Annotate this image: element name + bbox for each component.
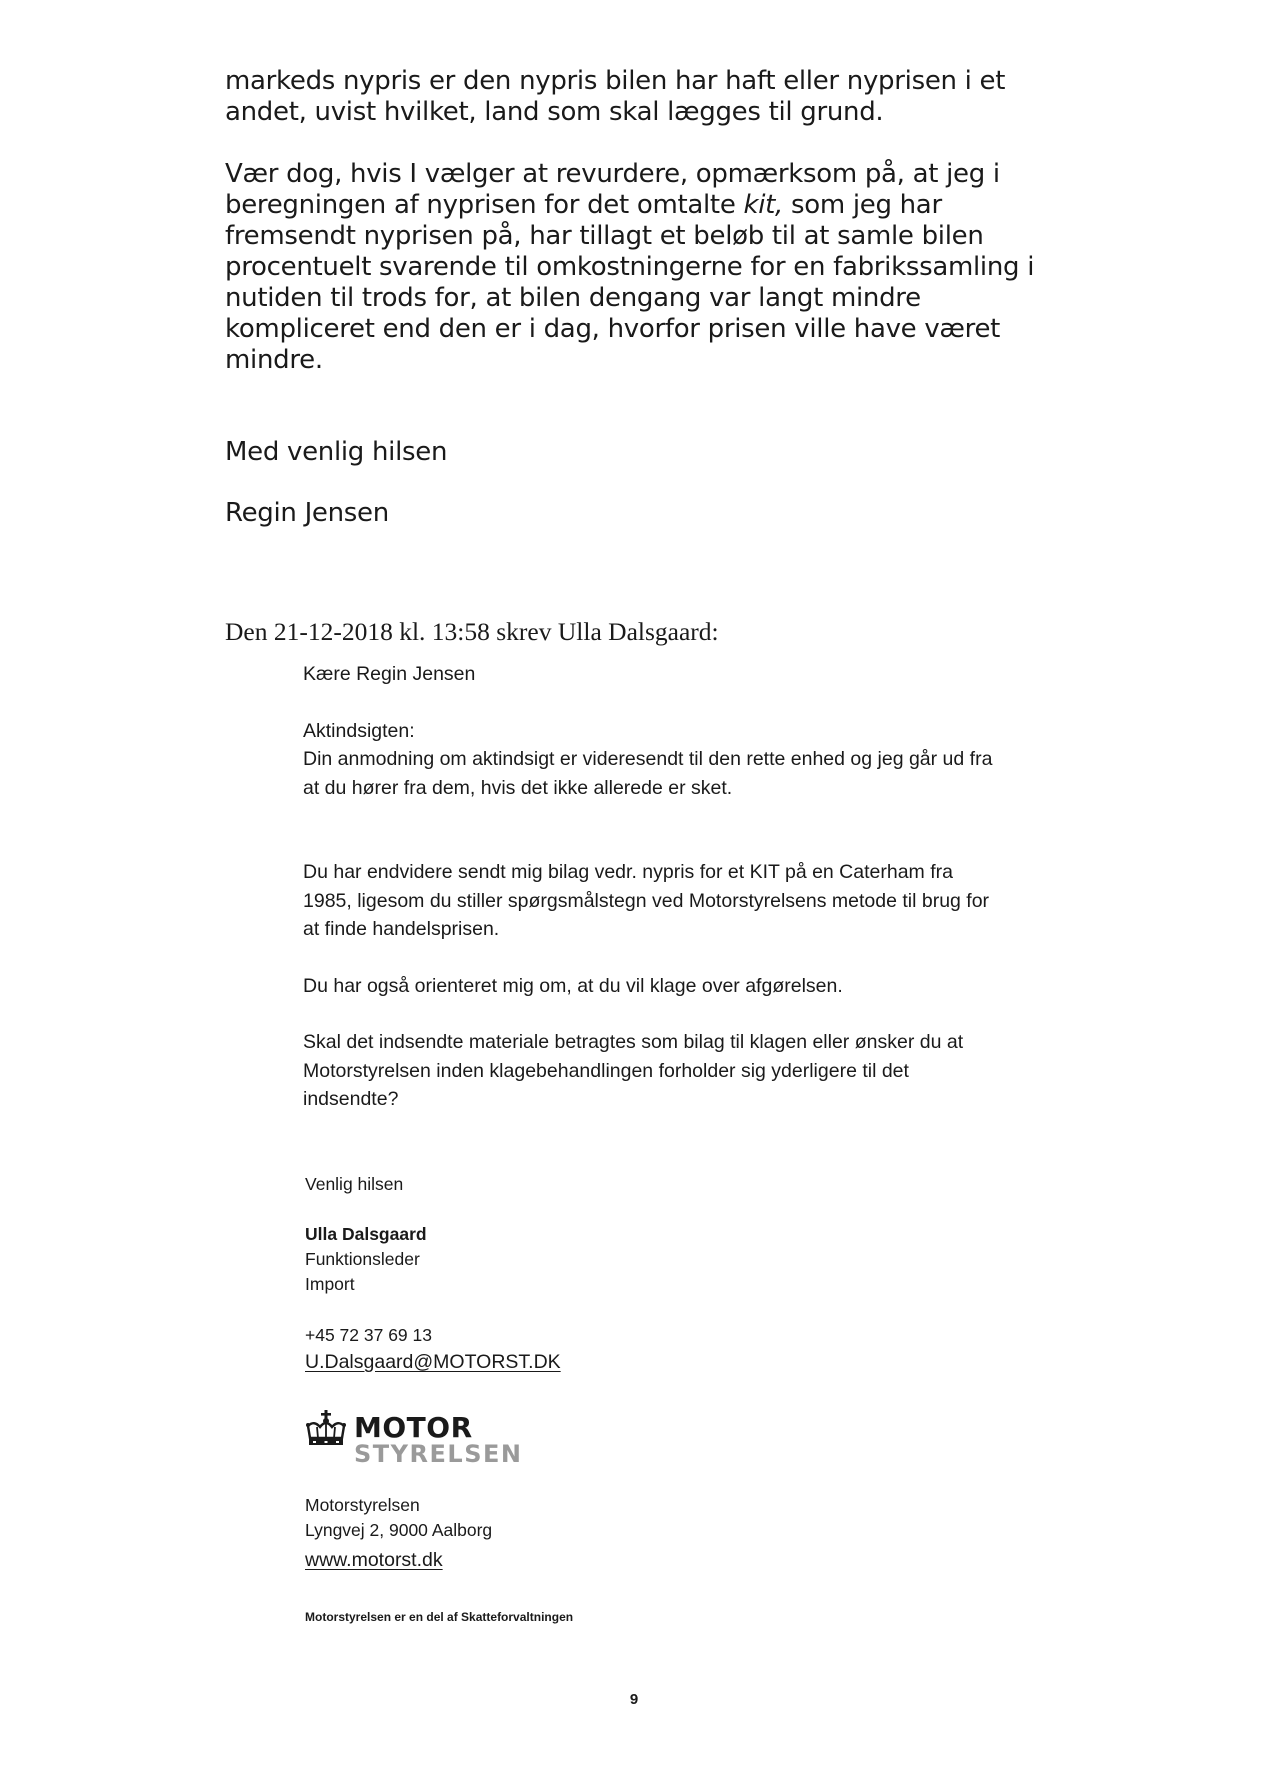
reply-header: Den 21-12-2018 kl. 13:58 skrev Ulla Dalsgaard: [225, 617, 719, 646]
quoted-paragraph-2: Du har endvidere sendt mig bilag vedr. nypris for et KIT på en Caterham fra 1985, ligesom du stiller spørgsmålstegn ved Motorstyrelsens metode til brug for at finde handelsprisen. [303, 861, 990, 940]
signature-block [305, 1222, 427, 1297]
quoted-paragraph-1: Din anmodning om aktindsigt er videresendt til den rette enhed og jeg går ud fra at du hører fra dem, hvis det ikke allerede er sket. [303, 748, 993, 799]
quoted-salutation: Kære Regin Jensen [303, 663, 476, 685]
signature-department: Import [305, 1274, 355, 1294]
quoted-heading: Aktindsigten: [303, 719, 415, 742]
letter-paragraph-1: markeds nypris er den nypris bilen har haft eller nyprisen i et andet, uvist hvilket, land som skal lægges til grund. [225, 66, 1006, 127]
quoted-paragraph-4: Skal det indsendte materiale betragtes som bilag til klagen eller ønsker du at Motorstyrelsen inden klagebehandlingen forholder sig yderligere til det indsendte? [303, 1031, 964, 1110]
page-number: 9 [629, 1691, 639, 1708]
address-org: Motorstyrelsen [305, 1495, 420, 1515]
logo-text-styrelsen: STYRELSEN [354, 1440, 523, 1468]
crown-icon [304, 1410, 348, 1448]
signature-email-link[interactable]: U.Dalsgaard@MOTORST.DK [305, 1351, 561, 1373]
footer-note: Motorstyrelsen er en del af Skatteforvaltningen [305, 1610, 574, 1624]
letter-body [225, 66, 1055, 376]
signature-name: Ulla Dalsgaard [305, 1224, 427, 1244]
signature-phone: +45 72 37 69 13 [305, 1325, 432, 1345]
letter-signer: Regin Jensen [225, 498, 389, 528]
address-street: Lyngvej 2, 9000 Aalborg [305, 1520, 493, 1540]
website-link[interactable]: www.motorst.dk [305, 1549, 443, 1571]
logo-text-motor: MOTOR [354, 1411, 473, 1444]
letter-paragraph-2 [225, 159, 1055, 376]
letter-greeting: Med venlig hilsen [225, 437, 448, 467]
quoted-paragraph-3: Du har også orienteret mig om, at du vil klage over afgørelsen. [303, 974, 843, 997]
letter-paragraph-2-italic: kit, [743, 190, 784, 220]
quoted-message [303, 660, 1003, 1114]
signature-closing: Venlig hilsen [305, 1174, 404, 1194]
address-block [305, 1493, 492, 1543]
letter-paragraph-2-text-b: som jeg har fremsendt nyprisen på, har tillagt et beløb til at samle bilen procentuelt svarende til omkostningerne for en fabrikssamling i nutiden til trods for, at bilen dengang var langt mindre kompliceret end den er i dag, hvorfor prisen ville have været mindre. [225, 190, 1035, 375]
signature-title: Funktionsleder [305, 1249, 420, 1269]
motorstyrelsen-logo [304, 1408, 544, 1474]
letter-paragraph-2-text-a: Vær dog, hvis I vælger at revurdere, opmærksom på, at jeg i beregningen af nyprisen for det omtalte [225, 159, 1000, 220]
